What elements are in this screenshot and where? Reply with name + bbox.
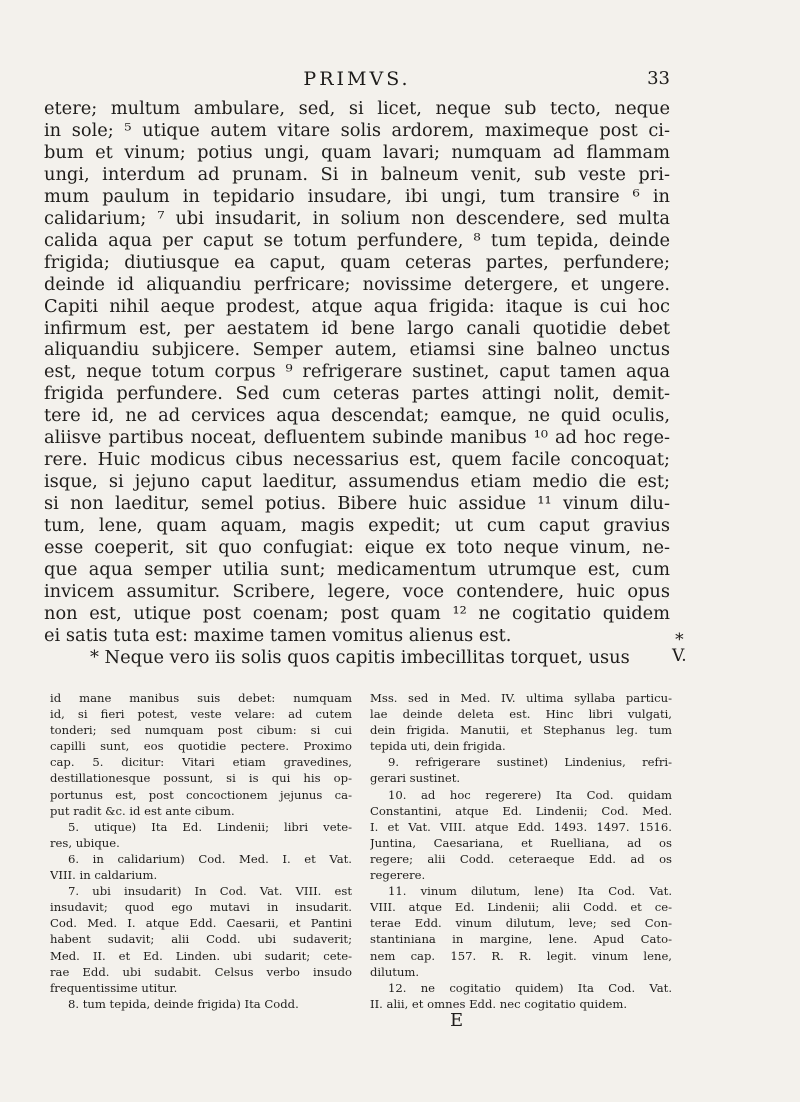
footnote-line: 6. in calidarium) Cod. Med. I. et Vat.: [68, 851, 352, 866]
footnote-line: Juntina, Caesariana, et Ruelliana, ad os: [370, 835, 672, 850]
main-text: [44, 98, 670, 669]
text-line: tum, lene, quam aquam, magis expedit; ut cum caput gravius: [44, 515, 670, 537]
text-line: que aqua semper utilia sunt; medicamentum utrumque est, cum: [44, 559, 670, 581]
text-line: * Neque vero iis solis quos capitis imbecillitas torquet, usus: [90, 646, 630, 668]
text-line: Capiti nihil aeque prodest, atque aqua frigida: itaque is cui hoc: [44, 295, 670, 317]
footnote-line: id mane manibus suis debet: numquam: [50, 691, 352, 705]
text-line: si non laeditur, semel potius. Bibere huic assidue ¹¹ vinum dilu-: [44, 493, 670, 515]
footnote-line: regere; alii Codd. ceteraeque Edd. ad os: [370, 851, 672, 866]
footnote-line: terae Edd. vinum dilutum, leve; sed Con-: [370, 916, 672, 931]
text-line: non est, utique post coenam; post quam ¹² ne cogitatio quidem: [44, 602, 670, 624]
footnote-line: insudavit; quod ego mutavi in insudarit.: [50, 900, 352, 915]
text-line: rere. Huic modicus cibus necessarius est, quem facile concoquat;: [44, 449, 670, 471]
text-line: isque, si jejuno caput laeditur, assumendus etiam medio die est;: [44, 471, 670, 493]
footnote-line: Mss. sed in Med. IV. ultima syllaba particu-: [370, 691, 672, 705]
footnote-line: 9. refrigerare sustinet) Lindenius, refri-: [388, 755, 672, 770]
text-line: ungi, interdum ad prunam. Si in balneum venit, sub veste pri-: [44, 163, 670, 185]
running-head: PRIMVS.: [303, 68, 411, 90]
footnotes-right-column: [370, 690, 672, 1012]
footnote-line: 10. ad hoc regerere) Ita Cod. quidam: [388, 787, 672, 802]
text-line: ei satis tuta est: maxime tamen vomitus alienus est.: [44, 624, 512, 646]
footnote-line: frequentissime utitur.: [50, 980, 178, 995]
text-line: aliisve partibus noceat, defluentem subinde manibus ¹⁰ ad hoc rege-: [44, 427, 670, 449]
text-line: tere id, ne ad cervices aqua descendat; eamque, ne quid oculis,: [44, 405, 670, 427]
footnote-line: capilli sunt, eos quotidie pectere. Proximo: [50, 739, 352, 754]
text-line: etere; multum ambulare, sed, si licet, neque sub tecto, neque: [44, 98, 670, 119]
text-line: est, neque totum corpus ⁹ refrigerare sustinet, caput tamen aqua: [44, 361, 670, 383]
text-line: in sole; ⁵ utique autem vitare solis ardorem, maximeque post ci-: [44, 119, 670, 141]
footnote-line: VIII. atque Ed. Lindenii; alii Codd. et ce-: [370, 900, 672, 915]
footnote-line: I. et Vat. VIII. atque Edd. 1493. 1497. 1516.: [370, 819, 672, 834]
footnote-line: nem cap. 157. R. R. legit. vinum lene,: [370, 948, 672, 963]
footnote-line: tonderi; sed numquam post cibum: si cui: [50, 723, 352, 738]
text-line: calida aqua per caput se totum perfundere, ⁸ tum tepida, deinde: [44, 229, 670, 251]
page-header: [44, 66, 670, 94]
text-line: frigida perfundere. Sed cum ceteras partes attingi nolit, demit-: [44, 383, 670, 405]
text-line: bum et vinum; potius ungi, quam lavari; numquam ad flammam: [44, 141, 670, 163]
text-line: calidarium; ⁷ ubi insudarit, in solium non descendere, sed multa: [44, 207, 670, 229]
footnote-line: put radit &c. id est ante cibum.: [50, 803, 235, 818]
text-line: invicem assumitur. Scribere, legere, voce contendere, huic opus: [44, 580, 670, 602]
footnote-line: rae Edd. ubi sudabit. Celsus verbo insudo: [50, 964, 352, 979]
footnote-line: 7. ubi insudarit) In Cod. Vat. VIII. est: [68, 884, 352, 899]
text-line: mum paulum in tepidario insudare, ibi ungi, tum transire ⁶ in: [44, 185, 670, 207]
footnote-line: portunus est, post concoctionem jejunus ca-: [50, 787, 352, 802]
text-line: frigida; diutiusque ea caput, quam ceteras partes, perfundere;: [44, 251, 670, 273]
text-line: deinde id aliquandiu perfricare; novissime detergere, et ungere.: [44, 273, 670, 295]
footnotes-left-column: [50, 690, 352, 1012]
footnote-line: habent sudavit; alii Codd. ubi sudaverit;: [50, 932, 352, 947]
footnotes: [50, 690, 675, 1060]
text-line: esse coeperit, sit quo confugiat: eique ex toto neque vinum, ne-: [44, 537, 670, 559]
footnote-line: tepida uti, dein frigida.: [370, 739, 506, 754]
footnote-line: II. alii, et omnes Edd. nec cogitatio quidem.: [370, 996, 628, 1011]
footnote-line: Med. II. et Ed. Linden. ubi sudarit; cete-: [50, 948, 352, 963]
footnote-line: res, ubique.: [50, 835, 120, 850]
footnote-line: 11. vinum dilutum, lene) Ita Cod. Vat.: [388, 884, 672, 899]
footnote-line: 5. utique) Ita Ed. Lindenii; libri vete-: [68, 819, 352, 834]
footnote-line: Constantini, atque Ed. Lindenii; Cod. Med.: [370, 803, 672, 818]
footnote-line: Cod. Med. I. atque Edd. Caesarii, et Pantini: [50, 916, 352, 931]
text-line: aliquandiu subjicere. Semper autem, etiamsi sine balneo unctus: [44, 339, 670, 361]
footnote-line: dein frigida. Manutii, et Stephanus leg. tum: [370, 723, 672, 738]
footnote-line: 8. tum tepida, deinde frigida) Ita Codd.: [68, 996, 299, 1011]
footnote-line: destillationesque possunt, si is qui his op-: [50, 771, 352, 786]
page-number: 33: [647, 68, 670, 89]
footnote-line: id, si fieri potest, veste velare: ad cutem: [50, 707, 352, 722]
footnote-line: gerari sustinet.: [370, 771, 461, 786]
footnote-line: cap. 5. dicitur: Vitari etiam gravedines,: [50, 755, 352, 770]
footnote-line: VIII. in caldarium.: [50, 868, 158, 883]
footnote-line: stantiniana in margine, lene. Apud Cato-: [370, 932, 672, 947]
footnote-line: dilutum.: [370, 964, 420, 979]
footnote-line: regerere.: [370, 868, 426, 883]
text-line: infirmum est, per aestatem id bene largo canali quotidie debet: [44, 317, 670, 339]
footnote-line: 12. ne cogitatio quidem) Ita Cod. Vat.: [388, 980, 672, 995]
catchword: * V.: [672, 630, 687, 666]
footnote-line: lae deinde deleta est. Hinc libri vulgati,: [370, 707, 672, 722]
signature-mark: E: [450, 1010, 464, 1031]
